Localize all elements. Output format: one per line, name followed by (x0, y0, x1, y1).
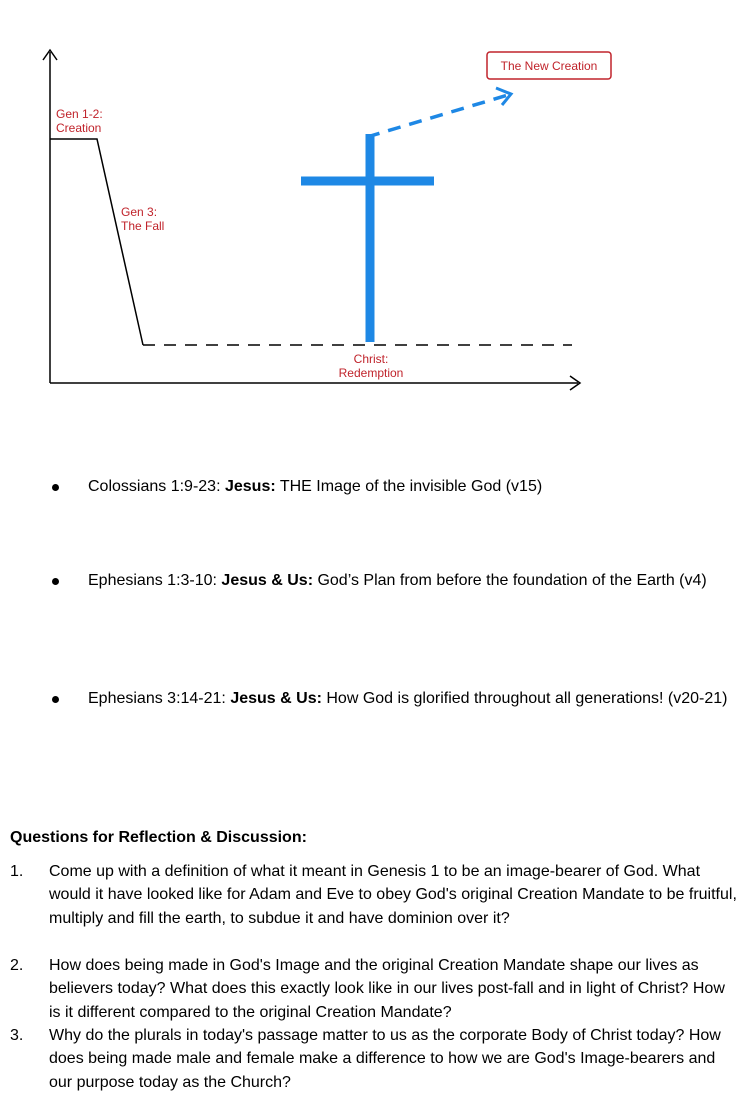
question-text: How does being made in God's Image and the original Creation Mandate shape our lives as believers today? What does this exactly look like in our lives post-fall and in light of Christ? How is it different compared to the original Creation Mandate? (49, 957, 725, 1021)
creation-label-line2: Creation (56, 121, 102, 135)
bullet-bold: Jesus: (224, 478, 276, 495)
question-number: 1. (10, 863, 24, 880)
question-text: Come up with a definition of what it meant in Genesis 1 to be an image-bearer of God. What would it have looked like for Adam and Eve to obey God's original Creation Mandate to be fruitful, multiply and fill the earth, to subdue it and have dominion over it? (49, 863, 737, 927)
bullet-item (88, 475, 733, 498)
bullet-dot-icon (52, 578, 59, 585)
new-creation-label: The New Creation (500, 59, 598, 73)
question-number: 3. (10, 1027, 24, 1044)
questions-heading: Questions for Reflection & Discussion: (10, 829, 307, 846)
question-item (10, 954, 737, 1024)
bullet-dot-icon (52, 696, 59, 703)
bullet-text: God’s Plan from before the foundation of the Earth (v4) (313, 572, 707, 589)
christ-label-line2: Redemption (338, 366, 404, 380)
question-item (10, 1024, 737, 1094)
timeline-diagram (0, 0, 740, 420)
christ-label-line1: Christ: (353, 352, 389, 366)
fall-label-line2: The Fall (121, 219, 165, 233)
bullet-bold: Jesus & Us: (230, 690, 322, 707)
creation-label-line1: Gen 1-2: (56, 107, 103, 121)
bullet-item (88, 687, 733, 710)
bullet-dot-icon (52, 484, 59, 491)
bullet-bold: Jesus & Us: (221, 572, 314, 589)
fall-label-line1: Gen 3: (121, 205, 158, 219)
question-number: 2. (10, 957, 24, 974)
bullet-ref: Ephesians 3:14-21: (88, 690, 231, 707)
question-text: Why do the plurals in today's passage matter to us as the corporate Body of Christ today? How does being made male and female make a difference to how we are God's Image-bearers and our purpose today as the Church? (49, 1027, 721, 1091)
creation-fall-line (50, 139, 143, 345)
bullet-ref: Colossians 1:9-23: (88, 478, 225, 495)
bullet-ref: Ephesians 1:3-10: (88, 572, 222, 589)
bullet-text: How God is glorified throughout all generations! (v20-21) (321, 690, 728, 707)
bullet-item (88, 569, 733, 592)
new-creation-dashed-arrow (367, 95, 508, 137)
bullet-text: THE Image of the invisible God (v15) (275, 478, 543, 495)
question-item (10, 860, 737, 930)
